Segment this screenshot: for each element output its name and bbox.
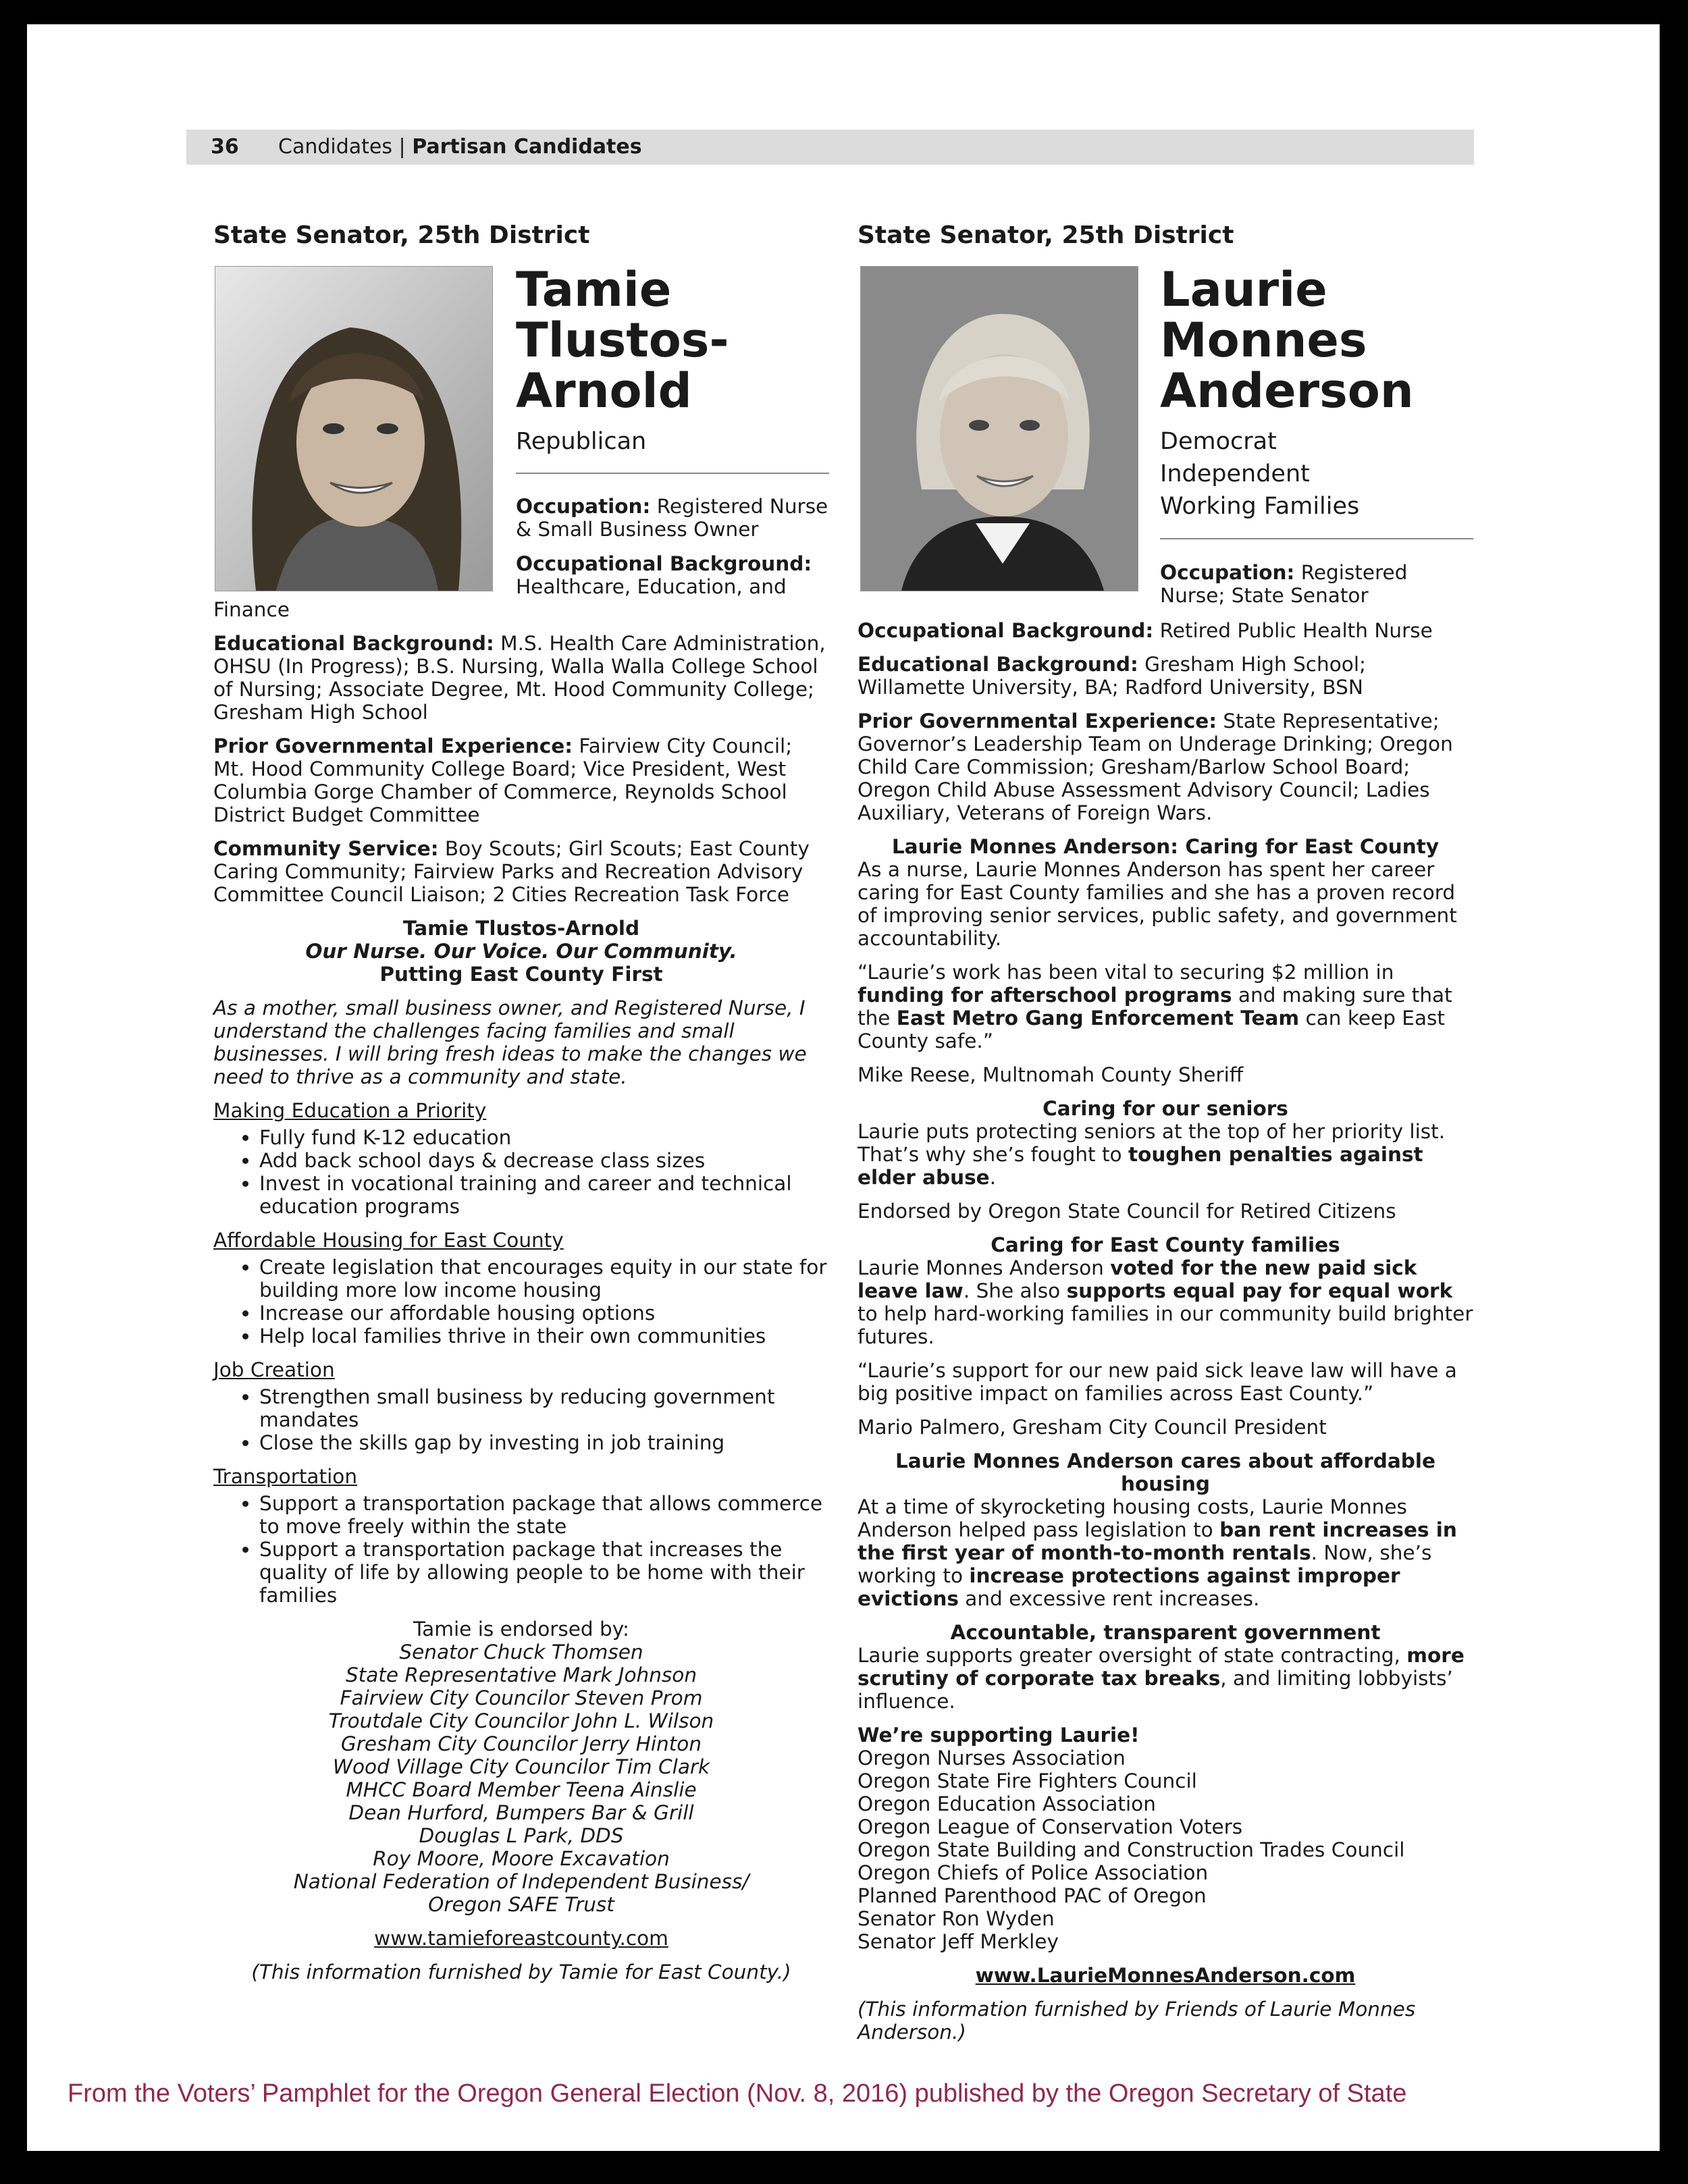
right-paragraph: At a time of skyrocketing housing costs, Laurie Monnes Anderson helped pass legislation to ban rent increases in the first year of month-to-month rentals. Now, she’s working to increase protections against improper evictions and excessive rent increases. [858, 1495, 1457, 1610]
left-bullet-list: • Fully fund K-12 education • Add back school days & decrease class sizes • Invest in vocational training and career and technical education programs [213, 1126, 829, 1218]
left-education: Educational Background: M.S. Health Care Administration, OHSU (In Progress); B.S. Nursing, Walla Walla College School of Nursing; Associate Degree, Mt. Hood Community College; Gresham High School [213, 632, 826, 724]
left-district-title: State Senator, 25th District [213, 221, 590, 249]
left-endorsements: Tamie is endorsed by: Senator Chuck Thomsen State Representative Mark Johnson Fairview City Councilor Steven Prom Troutdale City Councilor John L. Wilson Gresham City Councilor Jerry Hinton Wood Village City Councilor Tim Clark MHCC Board Member Teena Ainslie Dean Hurford, Bumpers Bar & Grill Douglas L Park, DDS Roy Moore, Moore Excavation National Federation of Independent Business/ Oregon SAFE Trust [293, 1618, 749, 1916]
page-header [186, 130, 1474, 165]
left-section-title: Affordable Housing for East County [213, 1229, 564, 1252]
right-supporters: Oregon Nurses Association Oregon State Fire Fighters Council Oregon Education Association Oregon League of Conservation Voters Oregon State Building and Construction Trades Council Oregon Chiefs of Police Association Planned Parenthood PAC of Oregon Senator Ron Wyden Senator Jeff Merkley [858, 1747, 1405, 1953]
right-occ-background: Occupational Background: Retired Public Health Nurse [858, 619, 1433, 642]
left-occ-background-cont: Finance [213, 598, 290, 621]
right-heading: Laurie Monnes Anderson cares about affordable housing [895, 1449, 1436, 1495]
right-occupation: Occupation: Registered Nurse; State Senator [1160, 561, 1408, 607]
right-paragraph: Laurie puts protecting seniors at the top of her priority list. That’s why she’s fought to toughen penalties against elder abuse. [858, 1120, 1446, 1189]
right-support-heading: We’re supporting Laurie! [858, 1724, 1140, 1747]
left-bullet-list: • Strengthen small business by reducing government mandates • Close the skills gap by investing in job training [213, 1385, 829, 1454]
left-furnished-note: (This information furnished by Tamie for East County.) [251, 1961, 791, 1983]
left-occ-background: Occupational Background: Healthcare, Education, and [516, 552, 812, 598]
right-gov-experience: Prior Governmental Experience: State Representative; Governor’s Leadership Team on Underage Drinking; Oregon Child Care Commission; Gresham/Barlow School Board; Oregon Child Abuse Assessment Advisory Council; Ladies Auxiliary, Veterans of Foreign Wars. [858, 710, 1453, 824]
page-number: 36 [211, 135, 239, 159]
left-section-title: Transportation [213, 1465, 358, 1488]
right-parties: Democrat Independent Working Families [1160, 428, 1360, 520]
right-heading: Accountable, transparent government [950, 1621, 1381, 1644]
left-intro: As a mother, small business owner, and Registered Nurse, I understand the challenges facing families and small businesses. I will bring fresh ideas to make the changes we need to thrive as a community and state. [213, 996, 807, 1088]
right-paragraph: Laurie Monnes Anderson voted for the new paid sick leave law. She also supports equal pay for equal work to help hard-working families in our community build brighter futures. [858, 1256, 1473, 1348]
right-heading: Laurie Monnes Anderson: Caring for East County [891, 835, 1440, 858]
right-quote-attribution: Mike Reese, Multnomah County Sheriff [858, 1063, 1244, 1086]
right-paragraph: Endorsed by Oregon State Council for Retired Citizens [858, 1200, 1396, 1223]
left-bullet-list: • Create legislation that encourages equity in our state for building more low income housing • Increase our affordable housing options • Help local families thrive in their own communities [213, 1256, 829, 1348]
left-bullet-list: • Support a transportation package that allows commerce to move freely within the state • Support a transportation package that increases the quality of life by allowing people to be home with their families [213, 1492, 829, 1607]
section-title: Candidates | Partisan Candidates [278, 135, 642, 159]
left-body [213, 598, 829, 1983]
right-website-link[interactable]: www.LaurieMonnesAnderson.com [975, 1964, 1356, 1987]
left-section-title: Job Creation [213, 1358, 335, 1381]
right-body [858, 619, 1473, 2044]
left-section-title: Making Education a Priority [213, 1099, 487, 1122]
right-candidate-photo [860, 266, 1138, 591]
right-quote: “Laurie’s work has been vital to securing $2 million in funding for afterschool programs and making sure that the East Metro Gang Enforcement Team can keep East County safe.” [858, 961, 1452, 1053]
right-candidate-name: Laurie Monnes Anderson [1160, 262, 1414, 419]
right-paragraph: As a nurse, Laurie Monnes Anderson has spent her career caring for East County families and she has a proven record of improving senior services, public safety, and government accountability. [858, 858, 1457, 950]
left-divider [516, 473, 829, 474]
left-candidate-name: Tamie Tlustos- Arnold [516, 262, 729, 419]
right-furnished-note: (This information furnished by Friends of Laurie Monnes Anderson.) [858, 1998, 1416, 2044]
right-education: Educational Background: Gresham High School; Willamette University, BA; Radford University, BSN [858, 653, 1366, 699]
left-party: Republican [516, 428, 647, 455]
source-caption: From the Voters’ Pamphlet for the Oregon General Election (Nov. 8, 2016) published by the Oregon Secretary of State [68, 2079, 1407, 2108]
right-paragraph: Laurie supports greater oversight of state contracting, more scrutiny of corporate tax breaks, and limiting lobbyists’ influence. [858, 1644, 1465, 1713]
right-heading: Caring for our seniors [1043, 1097, 1288, 1120]
left-community-service: Community Service: Boy Scouts; Girl Scouts; East County Caring Community; Fairview Parks and Recreation Advisory Committee Council Liaison; 2 Cities Recreation Task Force [213, 837, 810, 906]
left-slogan-block: Tamie Tlustos-Arnold Our Nurse. Our Voice. Our Community. Putting East County First [305, 917, 737, 986]
left-gov-experience: Prior Governmental Experience: Fairview City Council; Mt. Hood Community College Board; Vice President, West Columbia Gorge Chamber of Commerce, Reynolds School District Budget Committee [213, 735, 793, 826]
right-district-title: State Senator, 25th District [858, 221, 1234, 249]
left-website-link[interactable]: www.tamieforeastcounty.com [374, 1927, 668, 1950]
right-quote-attribution: Mario Palmero, Gresham City Council President [858, 1416, 1327, 1439]
right-quote: “Laurie’s support for our new paid sick leave law will have a big positive impact on families across East County.” [858, 1359, 1457, 1405]
left-candidate-photo [215, 266, 493, 591]
left-occupation: Occupation: Registered Nurse & Small Business Owner [516, 495, 828, 541]
right-heading: Caring for East County families [991, 1233, 1340, 1256]
right-divider [1160, 538, 1473, 539]
